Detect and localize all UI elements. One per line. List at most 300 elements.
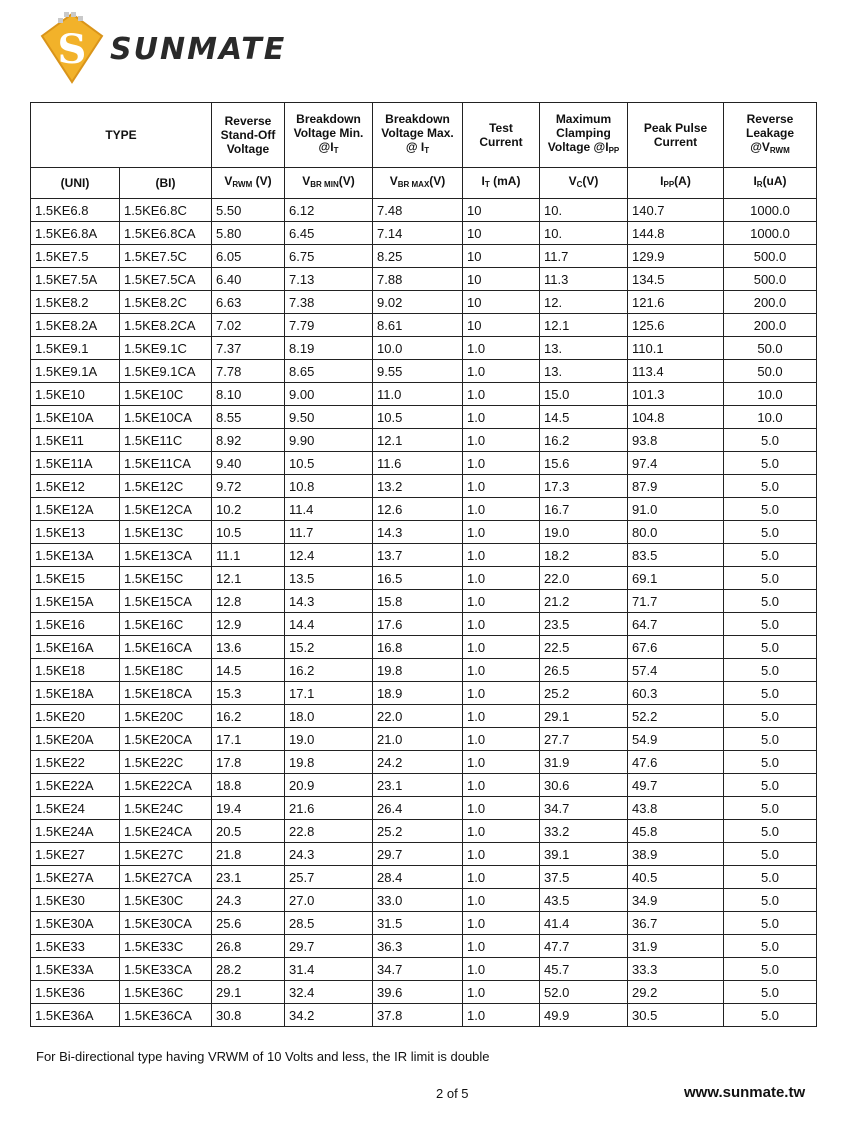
- cell-vrwm: 18.8: [212, 774, 285, 797]
- cell-uni: 1.5KE10A: [31, 406, 120, 429]
- cell-ir: 5.0: [724, 636, 817, 659]
- cell-ir: 5.0: [724, 820, 817, 843]
- cell-vbr-max: 14.3: [373, 521, 463, 544]
- cell-vbr-min: 34.2: [285, 1004, 373, 1027]
- cell-ipp: 134.5: [628, 268, 724, 291]
- table-row: [31, 659, 817, 682]
- cell-ipp: 64.7: [628, 613, 724, 636]
- cell-vc: 17.3: [540, 475, 628, 498]
- header-test-current: Test Current: [463, 103, 540, 168]
- cell-vbr-max: 7.14: [373, 222, 463, 245]
- cell-vbr-min: 9.50: [285, 406, 373, 429]
- cell-vc: 16.7: [540, 498, 628, 521]
- cell-uni: 1.5KE36A: [31, 1004, 120, 1027]
- table-header-row: [31, 103, 817, 168]
- table-row: [31, 291, 817, 314]
- cell-bi: 1.5KE33CA: [120, 958, 212, 981]
- website-link[interactable]: www.sunmate.tw: [684, 1084, 806, 1101]
- cell-uni: 1.5KE7.5: [31, 245, 120, 268]
- table-row: [31, 452, 817, 475]
- cell-ir: 5.0: [724, 958, 817, 981]
- cell-it: 1.0: [463, 866, 540, 889]
- cell-vbr-max: 12.1: [373, 429, 463, 452]
- cell-vrwm: 15.3: [212, 682, 285, 705]
- cell-vrwm: 9.40: [212, 452, 285, 475]
- cell-bi: 1.5KE24CA: [120, 820, 212, 843]
- cell-ipp: 113.4: [628, 360, 724, 383]
- cell-ir: 50.0: [724, 360, 817, 383]
- cell-bi: 1.5KE27CA: [120, 866, 212, 889]
- cell-vc: 14.5: [540, 406, 628, 429]
- cell-ir: 5.0: [724, 912, 817, 935]
- cell-vbr-min: 25.7: [285, 866, 373, 889]
- cell-vbr-min: 32.4: [285, 981, 373, 1004]
- cell-vc: 22.0: [540, 567, 628, 590]
- cell-ir: 5.0: [724, 544, 817, 567]
- cell-ir: 5.0: [724, 981, 817, 1004]
- cell-vbr-min: 6.45: [285, 222, 373, 245]
- cell-vbr-min: 14.3: [285, 590, 373, 613]
- cell-vc: 47.7: [540, 935, 628, 958]
- brand-name: SUNMATE: [110, 32, 287, 67]
- table-row: [31, 774, 817, 797]
- cell-uni: 1.5KE8.2A: [31, 314, 120, 337]
- cell-it: 1.0: [463, 935, 540, 958]
- cell-ir: 5.0: [724, 705, 817, 728]
- cell-vc: 52.0: [540, 981, 628, 1004]
- cell-ir: 5.0: [724, 889, 817, 912]
- cell-vrwm: 8.10: [212, 383, 285, 406]
- cell-ir: 200.0: [724, 291, 817, 314]
- cell-bi: 1.5KE8.2CA: [120, 314, 212, 337]
- table-row: [31, 406, 817, 429]
- cell-uni: 1.5KE30A: [31, 912, 120, 935]
- cell-vbr-min: 19.8: [285, 751, 373, 774]
- cell-ipp: 80.0: [628, 521, 724, 544]
- cell-vrwm: 23.1: [212, 866, 285, 889]
- subheader-vbr-max: $V_{BR MAX}(V)$: [373, 168, 463, 199]
- cell-it: 1.0: [463, 705, 540, 728]
- cell-vc: 27.7: [540, 728, 628, 751]
- cell-vbr-max: 24.2: [373, 751, 463, 774]
- cell-uni: 1.5KE9.1: [31, 337, 120, 360]
- table-row: [31, 245, 817, 268]
- cell-ipp: 140.7: [628, 199, 724, 222]
- cell-ipp: 69.1: [628, 567, 724, 590]
- brand-logo: [28, 8, 287, 88]
- cell-uni: 1.5KE13A: [31, 544, 120, 567]
- cell-ir: 5.0: [724, 452, 817, 475]
- cell-ipp: 43.8: [628, 797, 724, 820]
- subheader-ipp: $I_{PP}(A)$: [628, 168, 724, 199]
- cell-vrwm: 17.8: [212, 751, 285, 774]
- cell-vbr-min: 29.7: [285, 935, 373, 958]
- cell-ipp: 83.5: [628, 544, 724, 567]
- cell-vbr-max: 39.6: [373, 981, 463, 1004]
- cell-vbr-max: 28.4: [373, 866, 463, 889]
- cell-it: 1.0: [463, 613, 540, 636]
- table-row: [31, 843, 817, 866]
- cell-ir: 5.0: [724, 590, 817, 613]
- table-row: [31, 751, 817, 774]
- cell-ir: 5.0: [724, 682, 817, 705]
- cell-it: 1.0: [463, 958, 540, 981]
- cell-vbr-min: 20.9: [285, 774, 373, 797]
- cell-it: 1.0: [463, 498, 540, 521]
- table-row: [31, 912, 817, 935]
- table-row: [31, 636, 817, 659]
- cell-vc: 13.: [540, 337, 628, 360]
- cell-it: 1.0: [463, 475, 540, 498]
- cell-vc: 30.6: [540, 774, 628, 797]
- cell-uni: 1.5KE18A: [31, 682, 120, 705]
- cell-uni: 1.5KE27: [31, 843, 120, 866]
- table-row: [31, 797, 817, 820]
- table-row: [31, 222, 817, 245]
- cell-uni: 1.5KE33A: [31, 958, 120, 981]
- cell-vc: 18.2: [540, 544, 628, 567]
- table-row: [31, 935, 817, 958]
- cell-it: 1.0: [463, 567, 540, 590]
- cell-bi: 1.5KE36C: [120, 981, 212, 1004]
- cell-vbr-min: 28.5: [285, 912, 373, 935]
- table-row: [31, 820, 817, 843]
- cell-vrwm: 7.02: [212, 314, 285, 337]
- cell-bi: 1.5KE9.1C: [120, 337, 212, 360]
- cell-vbr-min: 16.2: [285, 659, 373, 682]
- cell-vrwm: 7.37: [212, 337, 285, 360]
- table-row: [31, 682, 817, 705]
- cell-uni: 1.5KE16: [31, 613, 120, 636]
- cell-it: 1.0: [463, 521, 540, 544]
- cell-ir: 5.0: [724, 797, 817, 820]
- table-row: [31, 1004, 817, 1027]
- cell-uni: 1.5KE15A: [31, 590, 120, 613]
- cell-uni: 1.5KE6.8: [31, 199, 120, 222]
- cell-ir: 5.0: [724, 475, 817, 498]
- cell-vc: 31.9: [540, 751, 628, 774]
- cell-uni: 1.5KE8.2: [31, 291, 120, 314]
- header-type: TYPE: [31, 103, 212, 168]
- cell-ir: 5.0: [724, 659, 817, 682]
- cell-vbr-max: 15.8: [373, 590, 463, 613]
- cell-vrwm: 19.4: [212, 797, 285, 820]
- cell-ir: 200.0: [724, 314, 817, 337]
- cell-vrwm: 11.1: [212, 544, 285, 567]
- table-row: [31, 360, 817, 383]
- cell-vbr-max: 16.5: [373, 567, 463, 590]
- cell-vrwm: 12.8: [212, 590, 285, 613]
- cell-vbr-min: 18.0: [285, 705, 373, 728]
- table-subheader-row: [31, 168, 817, 199]
- cell-vbr-max: 29.7: [373, 843, 463, 866]
- cell-vrwm: 6.40: [212, 268, 285, 291]
- table-row: [31, 498, 817, 521]
- cell-it: 10: [463, 291, 540, 314]
- cell-it: 10: [463, 199, 540, 222]
- cell-ir: 5.0: [724, 498, 817, 521]
- cell-it: 1.0: [463, 981, 540, 1004]
- table-row: [31, 981, 817, 1004]
- cell-ipp: 54.9: [628, 728, 724, 751]
- cell-bi: 1.5KE15CA: [120, 590, 212, 613]
- cell-bi: 1.5KE22CA: [120, 774, 212, 797]
- cell-ipp: 110.1: [628, 337, 724, 360]
- cell-vrwm: 25.6: [212, 912, 285, 935]
- cell-ipp: 29.2: [628, 981, 724, 1004]
- table-row: [31, 958, 817, 981]
- cell-vc: 10.: [540, 199, 628, 222]
- cell-uni: 1.5KE9.1A: [31, 360, 120, 383]
- cell-uni: 1.5KE24A: [31, 820, 120, 843]
- cell-vbr-max: 23.1: [373, 774, 463, 797]
- cell-vc: 21.2: [540, 590, 628, 613]
- cell-vc: 34.7: [540, 797, 628, 820]
- cell-vbr-max: 13.2: [373, 475, 463, 498]
- cell-vbr-max: 9.02: [373, 291, 463, 314]
- cell-vbr-max: 16.8: [373, 636, 463, 659]
- cell-vc: 41.4: [540, 912, 628, 935]
- subheader-uni: (UNI): [31, 168, 120, 199]
- cell-vbr-max: 21.0: [373, 728, 463, 751]
- cell-vc: 22.5: [540, 636, 628, 659]
- cell-bi: 1.5KE11CA: [120, 452, 212, 475]
- cell-vbr-min: 9.00: [285, 383, 373, 406]
- cell-ir: 5.0: [724, 774, 817, 797]
- cell-bi: 1.5KE11C: [120, 429, 212, 452]
- table-body: [31, 199, 817, 1027]
- cell-vbr-min: 10.8: [285, 475, 373, 498]
- cell-uni: 1.5KE33: [31, 935, 120, 958]
- cell-bi: 1.5KE8.2C: [120, 291, 212, 314]
- cell-vc: 16.2: [540, 429, 628, 452]
- cell-ipp: 38.9: [628, 843, 724, 866]
- cell-it: 1.0: [463, 659, 540, 682]
- cell-bi: 1.5KE12C: [120, 475, 212, 498]
- cell-vrwm: 6.05: [212, 245, 285, 268]
- cell-ipp: 129.9: [628, 245, 724, 268]
- cell-vbr-max: 13.7: [373, 544, 463, 567]
- cell-vrwm: 7.78: [212, 360, 285, 383]
- cell-ir: 5.0: [724, 1004, 817, 1027]
- table-row: [31, 567, 817, 590]
- table-row: [31, 590, 817, 613]
- cell-bi: 1.5KE30C: [120, 889, 212, 912]
- cell-ipp: 49.7: [628, 774, 724, 797]
- cell-vbr-min: 19.0: [285, 728, 373, 751]
- cell-uni: 1.5KE22A: [31, 774, 120, 797]
- cell-bi: 1.5KE16CA: [120, 636, 212, 659]
- table-row: [31, 889, 817, 912]
- cell-vbr-min: 24.3: [285, 843, 373, 866]
- cell-uni: 1.5KE10: [31, 383, 120, 406]
- cell-uni: 1.5KE15: [31, 567, 120, 590]
- cell-vbr-max: 12.6: [373, 498, 463, 521]
- cell-vbr-max: 19.8: [373, 659, 463, 682]
- cell-it: 1.0: [463, 843, 540, 866]
- cell-vbr-min: 10.5: [285, 452, 373, 475]
- cell-it: 1.0: [463, 728, 540, 751]
- cell-vbr-min: 9.90: [285, 429, 373, 452]
- cell-vc: 49.9: [540, 1004, 628, 1027]
- header-max-clamping: Maximum Clamping Voltage $@I_{PP}$: [540, 103, 628, 168]
- cell-bi: 1.5KE22C: [120, 751, 212, 774]
- cell-ir: 10.0: [724, 406, 817, 429]
- cell-ipp: 31.9: [628, 935, 724, 958]
- spec-table: [30, 102, 817, 1027]
- cell-ipp: 57.4: [628, 659, 724, 682]
- cell-vbr-min: 8.19: [285, 337, 373, 360]
- cell-vrwm: 21.8: [212, 843, 285, 866]
- cell-vbr-min: 12.4: [285, 544, 373, 567]
- table-row: [31, 383, 817, 406]
- cell-vbr-min: 21.6: [285, 797, 373, 820]
- cell-it: 1.0: [463, 751, 540, 774]
- cell-vrwm: 5.50: [212, 199, 285, 222]
- cell-vbr-min: 6.12: [285, 199, 373, 222]
- cell-ipp: 125.6: [628, 314, 724, 337]
- cell-ipp: 34.9: [628, 889, 724, 912]
- cell-vbr-max: 22.0: [373, 705, 463, 728]
- cell-bi: 1.5KE13CA: [120, 544, 212, 567]
- cell-bi: 1.5KE18CA: [120, 682, 212, 705]
- cell-vbr-max: 36.3: [373, 935, 463, 958]
- cell-bi: 1.5KE33C: [120, 935, 212, 958]
- cell-vrwm: 10.5: [212, 521, 285, 544]
- page-number: 2 of 5: [436, 1086, 469, 1101]
- cell-ir: 500.0: [724, 268, 817, 291]
- table-row: [31, 475, 817, 498]
- subheader-vbr-min: $V_{BR MIN}(V)$: [285, 168, 373, 199]
- cell-it: 10: [463, 222, 540, 245]
- cell-it: 1.0: [463, 406, 540, 429]
- cell-uni: 1.5KE20A: [31, 728, 120, 751]
- cell-it: 1.0: [463, 912, 540, 935]
- cell-bi: 1.5KE12CA: [120, 498, 212, 521]
- cell-it: 1.0: [463, 452, 540, 475]
- cell-vbr-min: 7.13: [285, 268, 373, 291]
- cell-vbr-min: 27.0: [285, 889, 373, 912]
- cell-vbr-min: 17.1: [285, 682, 373, 705]
- cell-vc: 25.2: [540, 682, 628, 705]
- cell-vbr-max: 31.5: [373, 912, 463, 935]
- cell-ipp: 33.3: [628, 958, 724, 981]
- cell-vc: 23.5: [540, 613, 628, 636]
- cell-it: 1.0: [463, 337, 540, 360]
- cell-ir: 500.0: [724, 245, 817, 268]
- cell-vrwm: 17.1: [212, 728, 285, 751]
- cell-vrwm: 12.1: [212, 567, 285, 590]
- cell-uni: 1.5KE36: [31, 981, 120, 1004]
- logo-mark-icon: [28, 8, 118, 88]
- cell-vc: 12.: [540, 291, 628, 314]
- table-row: [31, 199, 817, 222]
- cell-it: 1.0: [463, 544, 540, 567]
- cell-uni: 1.5KE30: [31, 889, 120, 912]
- cell-vbr-min: 7.38: [285, 291, 373, 314]
- cell-it: 1.0: [463, 383, 540, 406]
- cell-uni: 1.5KE11: [31, 429, 120, 452]
- cell-vrwm: 14.5: [212, 659, 285, 682]
- cell-vc: 11.7: [540, 245, 628, 268]
- cell-bi: 1.5KE10C: [120, 383, 212, 406]
- header-breakdown-min: Breakdown Voltage Min. $@I_T$: [285, 103, 373, 168]
- cell-vbr-max: 10.0: [373, 337, 463, 360]
- cell-ir: 5.0: [724, 843, 817, 866]
- cell-ipp: 67.6: [628, 636, 724, 659]
- cell-vbr-max: 33.0: [373, 889, 463, 912]
- cell-vc: 15.6: [540, 452, 628, 475]
- cell-vrwm: 30.8: [212, 1004, 285, 1027]
- cell-uni: 1.5KE18: [31, 659, 120, 682]
- table-row: [31, 544, 817, 567]
- cell-ir: 5.0: [724, 866, 817, 889]
- cell-vc: 10.: [540, 222, 628, 245]
- subheader-vrwm: $V_{RWM}$ (V): [212, 168, 285, 199]
- cell-bi: 1.5KE30CA: [120, 912, 212, 935]
- cell-vbr-max: 8.25: [373, 245, 463, 268]
- cell-vbr-max: 11.6: [373, 452, 463, 475]
- cell-ipp: 36.7: [628, 912, 724, 935]
- cell-vc: 33.2: [540, 820, 628, 843]
- table-row: [31, 268, 817, 291]
- cell-bi: 1.5KE6.8C: [120, 199, 212, 222]
- cell-ir: 5.0: [724, 935, 817, 958]
- cell-bi: 1.5KE20C: [120, 705, 212, 728]
- cell-vbr-min: 11.4: [285, 498, 373, 521]
- cell-ir: 1000.0: [724, 199, 817, 222]
- cell-ir: 5.0: [724, 751, 817, 774]
- cell-ipp: 45.8: [628, 820, 724, 843]
- cell-bi: 1.5KE15C: [120, 567, 212, 590]
- cell-it: 10: [463, 245, 540, 268]
- cell-vc: 12.1: [540, 314, 628, 337]
- cell-vrwm: 5.80: [212, 222, 285, 245]
- cell-ipp: 60.3: [628, 682, 724, 705]
- cell-it: 1.0: [463, 797, 540, 820]
- cell-ir: 5.0: [724, 728, 817, 751]
- cell-vc: 37.5: [540, 866, 628, 889]
- cell-vrwm: 10.2: [212, 498, 285, 521]
- cell-vbr-min: 13.5: [285, 567, 373, 590]
- cell-it: 1.0: [463, 590, 540, 613]
- cell-ir: 5.0: [724, 521, 817, 544]
- cell-uni: 1.5KE22: [31, 751, 120, 774]
- cell-vbr-max: 7.88: [373, 268, 463, 291]
- cell-ir: 5.0: [724, 613, 817, 636]
- cell-uni: 1.5KE12A: [31, 498, 120, 521]
- cell-uni: 1.5KE12: [31, 475, 120, 498]
- cell-vbr-max: 26.4: [373, 797, 463, 820]
- cell-vbr-max: 25.2: [373, 820, 463, 843]
- cell-vrwm: 29.1: [212, 981, 285, 1004]
- cell-bi: 1.5KE13C: [120, 521, 212, 544]
- cell-vc: 19.0: [540, 521, 628, 544]
- cell-vc: 11.3: [540, 268, 628, 291]
- cell-vbr-min: 22.8: [285, 820, 373, 843]
- cell-vbr-min: 11.7: [285, 521, 373, 544]
- cell-bi: 1.5KE9.1CA: [120, 360, 212, 383]
- cell-it: 1.0: [463, 1004, 540, 1027]
- cell-ipp: 30.5: [628, 1004, 724, 1027]
- cell-vbr-min: 8.65: [285, 360, 373, 383]
- cell-bi: 1.5KE36CA: [120, 1004, 212, 1027]
- cell-it: 1.0: [463, 774, 540, 797]
- header-peak-pulse: Peak Pulse Current: [628, 103, 724, 168]
- cell-bi: 1.5KE24C: [120, 797, 212, 820]
- cell-vrwm: 13.6: [212, 636, 285, 659]
- header-reverse-standoff: Reverse Stand-Off Voltage: [212, 103, 285, 168]
